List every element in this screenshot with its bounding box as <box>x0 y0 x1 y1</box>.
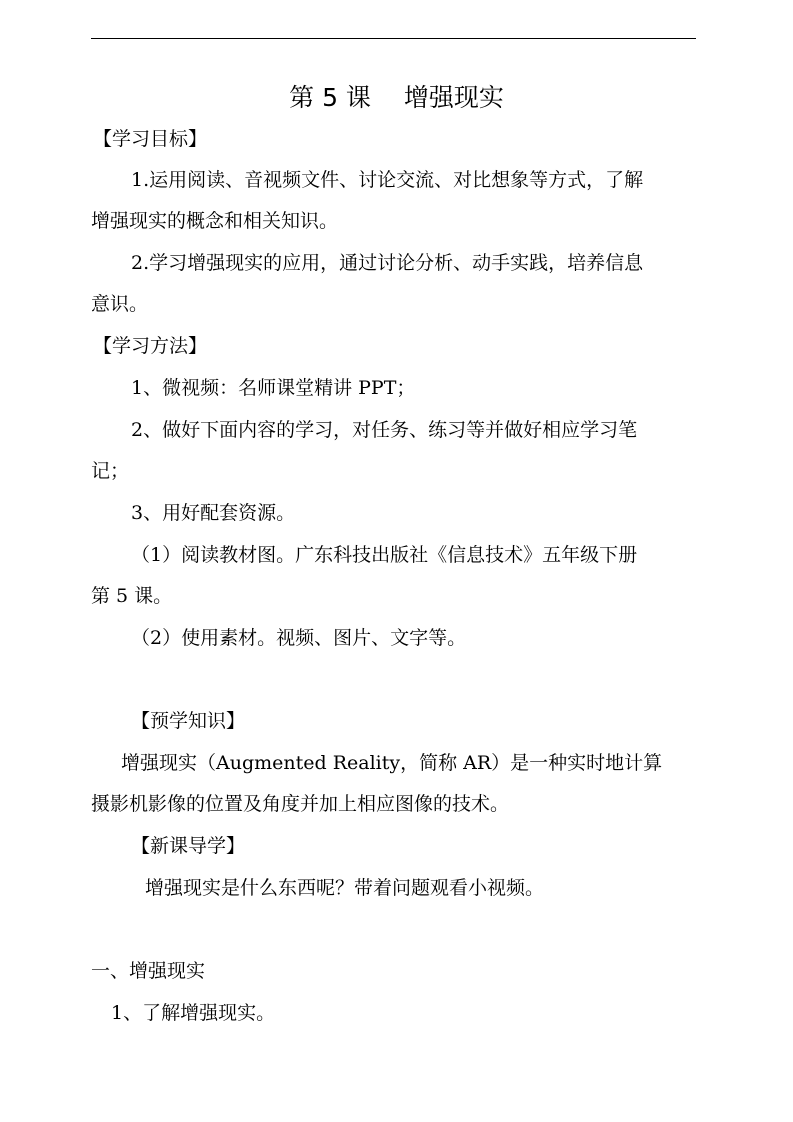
preview-text-line-2: 摄影机影像的位置及角度并加上相应图像的技术。 <box>91 793 510 815</box>
method-2-line-1: 2、做好下面内容的学习，对任务、练习等并做好相应学习笔 <box>131 419 638 441</box>
method-1: 1、微视频：名师课堂精讲 PPT； <box>131 377 416 399</box>
objective-2-line-1: 2.学习增强现实的应用，通过讨论分析、动手实践，培养信息 <box>131 252 644 274</box>
method-3-sub-1-line-2: 第 5 课。 <box>91 585 173 607</box>
method-3: 3、用好配套资源。 <box>131 502 296 524</box>
new-lesson-text: 增强现实是什么东西呢？带着问题观看小视频。 <box>145 877 545 899</box>
part-one-heading: 一、增强现实 <box>91 960 206 982</box>
part-one-item-1: 1、了解增强现实。 <box>111 1002 276 1024</box>
page-title: 第 5 课 增强现实 <box>289 83 504 112</box>
objective-2-line-2: 意识。 <box>91 293 149 315</box>
method-2-line-2: 记； <box>91 460 130 482</box>
header-rule <box>91 38 696 39</box>
objective-1-line-2: 增强现实的概念和相关知识。 <box>91 210 339 232</box>
preview-heading: 【预学知识】 <box>131 710 246 732</box>
preview-text-line-1: 增强现实（Augmented Reality，简称 AR）是一种实时地计算 <box>121 752 663 774</box>
new-lesson-heading: 【新课导学】 <box>131 835 246 857</box>
objectives-heading: 【学习目标】 <box>93 128 208 150</box>
objective-1-line-1: 1.运用阅读、音视频文件、讨论交流、对比想象等方式，了解 <box>131 169 644 191</box>
methods-heading: 【学习方法】 <box>93 335 208 357</box>
method-3-sub-2: （2）使用素材。视频、图片、文字等。 <box>131 627 467 649</box>
method-3-sub-1-line-1: （1）阅读教材图。广东科技出版社《信息技术》五年级下册 <box>131 544 638 566</box>
